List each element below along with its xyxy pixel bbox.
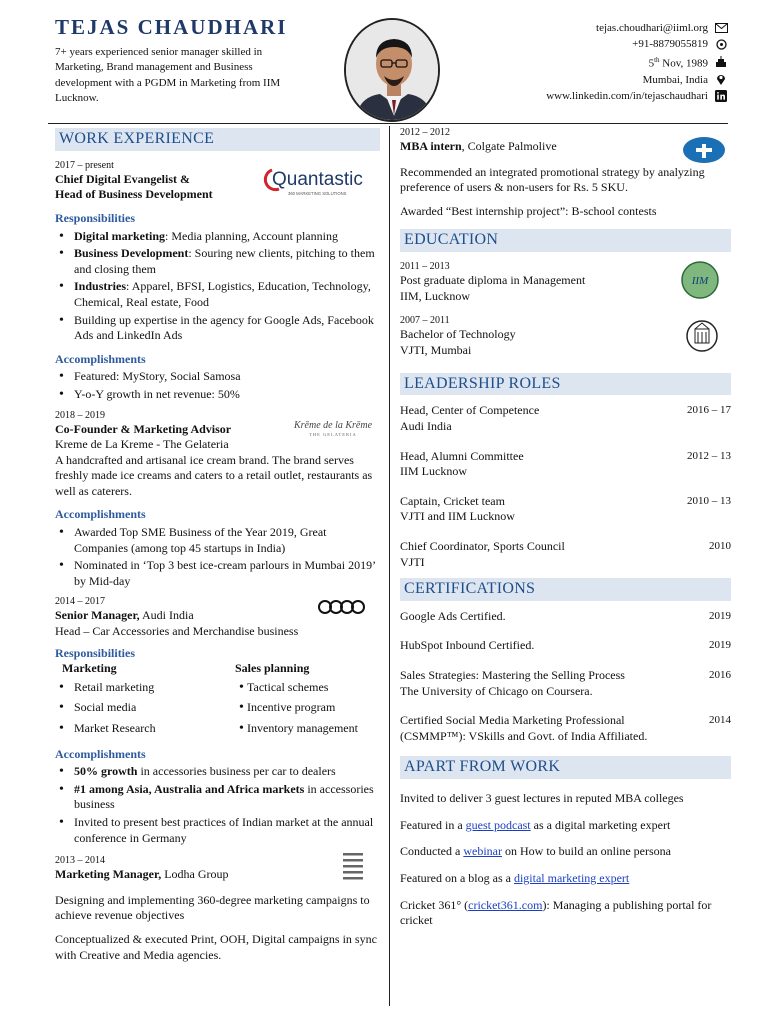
sales-planning-subhead: Sales planning bbox=[235, 661, 310, 676]
job-date: 2012 – 2012 bbox=[400, 127, 450, 138]
lodha-para-2: Conceptualized & executed Print, OOH, Digital campaigns in sync with Creative and Media agencies. bbox=[55, 931, 377, 962]
iim-logo-text: IIM bbox=[691, 275, 709, 288]
accomplishments-label: Accomplishments bbox=[55, 746, 146, 761]
audi-logo bbox=[317, 599, 367, 620]
leadership-org: VJTI and IIM Lucknow bbox=[400, 509, 515, 524]
leadership-org: Audi India bbox=[400, 418, 452, 433]
education-item bbox=[400, 314, 731, 358]
job-date: 2018 – 2019 bbox=[55, 409, 105, 421]
job-lodha bbox=[55, 854, 380, 963]
list-item: • #1 among Asia, Australia and Africa markets in accessories business bbox=[55, 782, 380, 813]
profile-photo bbox=[344, 18, 440, 122]
cert-issuer: The University of Chicago on Coursera. bbox=[400, 683, 593, 698]
email-text[interactable]: tejas.choudhari@iiml.org bbox=[596, 22, 708, 34]
list-item: • Awarded Top SME Business of the Year 2019, Great Companies (among top 45 startups in India) bbox=[55, 525, 380, 556]
apart-item: Invited to deliver 3 guest lectures in reputed MBA colleges bbox=[400, 791, 684, 806]
cert-item bbox=[400, 609, 731, 625]
job-date: 2013 – 2014 bbox=[55, 855, 105, 867]
kreme-description: A handcrafted and artisanal ice cream brand. The brand serves freshly made ice creams and caters to a retail outlet, restaurants as well as caterers. bbox=[55, 452, 373, 498]
kreme-logo-text: Krēme de la Krēme bbox=[293, 419, 373, 431]
quantastic-logo bbox=[262, 165, 382, 204]
digital-marketing-expert-link[interactable]: digital marketing expert bbox=[513, 871, 630, 886]
accomplishments-label: Accomplishments bbox=[55, 507, 146, 522]
list-item: • Incentive program bbox=[235, 700, 385, 716]
leadership-org: VJTI bbox=[400, 554, 425, 569]
apart-item: Cricket 361° (cricket361.com): Managing a publishing portal for cricket bbox=[400, 897, 712, 928]
leadership-year: 2010 bbox=[709, 539, 731, 552]
job-date: 2017 – present bbox=[55, 159, 114, 171]
summary: 7+ years experienced senior manager skilled in Marketing, Brand management and Business development with a PGDM in Marketing from IIM Lucknow. bbox=[55, 46, 281, 105]
audi-accomplishments bbox=[55, 764, 380, 846]
list-item: • Invited to present best practices of Indian market at the annual conference in Germany bbox=[55, 815, 380, 846]
education-item bbox=[400, 260, 731, 304]
job-title: Marketing Manager, Lodha Group bbox=[55, 867, 229, 882]
leadership-heading: LEADERSHIP ROLES bbox=[400, 373, 731, 396]
edu-date: 2011 – 2013 bbox=[400, 261, 450, 273]
leadership-item bbox=[400, 403, 731, 434]
quantastic-logo-subtitle: 360 MARKETING SOLUTIONS bbox=[288, 190, 347, 196]
edu-degree: Bachelor of Technology bbox=[400, 327, 516, 342]
list-item: • 50% growth in accessories business per car to dealers bbox=[55, 764, 380, 780]
cert-year: 2014 bbox=[709, 714, 731, 727]
phone-text: +91-8879055819 bbox=[632, 38, 708, 50]
edu-date: 2007 – 2011 bbox=[400, 315, 450, 327]
right-column bbox=[400, 126, 731, 940]
list-item: • Featured: MyStory, Social Samosa bbox=[55, 369, 380, 385]
apart-item: Featured in a guest podcast as a digital marketing expert bbox=[400, 817, 671, 832]
email-icon bbox=[714, 22, 728, 34]
responsibilities-label: Responsibilities bbox=[55, 210, 136, 225]
responsibilities-label: Responsibilities bbox=[55, 645, 136, 660]
cricket361-link[interactable]: cricket361.com bbox=[468, 897, 543, 912]
education-heading: EDUCATION bbox=[400, 229, 731, 252]
lodha-logo bbox=[342, 852, 364, 887]
cert-item bbox=[400, 638, 731, 654]
list-item: • Digital marketing: Media planning, Account planning bbox=[55, 229, 380, 245]
quantastic-accomplishments bbox=[55, 369, 380, 402]
linkedin-text[interactable]: www.linkedin.com/in/tejaschaudhari bbox=[546, 89, 708, 102]
leadership-title: Captain, Cricket team bbox=[400, 493, 505, 508]
list-item: • Inventory management bbox=[235, 721, 385, 737]
apart-from-work-list bbox=[400, 791, 731, 929]
job-quantastic bbox=[55, 159, 380, 403]
resume-name: TEJAS CHAUDHARI bbox=[55, 15, 288, 39]
job-audi bbox=[55, 595, 380, 846]
cert-item bbox=[400, 668, 731, 699]
certifications-heading: CERTIFICATIONS bbox=[400, 578, 731, 601]
apart-from-work-heading: APART FROM WORK bbox=[400, 756, 731, 779]
contact-block bbox=[546, 20, 728, 104]
edu-school: IIM, Lucknow bbox=[400, 288, 470, 303]
leadership-year: 2010 – 13 bbox=[687, 494, 731, 507]
leadership-item bbox=[400, 449, 731, 480]
webinar-link[interactable]: webinar bbox=[463, 844, 502, 859]
list-item: • Nominated in ‘Top 3 best ice-cream parlours in Mumbai 2019’ by Mid-day bbox=[55, 558, 380, 589]
header-divider bbox=[48, 123, 728, 124]
leadership-item bbox=[400, 494, 731, 525]
cert-title: Sales Strategies: Mastering the Selling Process bbox=[400, 668, 625, 683]
leadership-title: Chief Coordinator, Sports Council bbox=[400, 538, 565, 553]
colgate-para-2: Awarded “Best internship project”: B-school contests bbox=[400, 203, 657, 218]
quantastic-logo-text: Quantastic bbox=[272, 168, 363, 190]
edu-school: VJTI, Mumbai bbox=[400, 342, 472, 357]
location-pin-icon bbox=[714, 74, 728, 86]
leadership-title: Head, Center of Competence bbox=[400, 403, 540, 418]
job-title-line1: Chief Digital Evangelist & bbox=[55, 171, 190, 186]
kreme-accomplishments bbox=[55, 525, 380, 589]
leadership-title: Head, Alumni Committee bbox=[400, 448, 524, 463]
job-kreme bbox=[55, 409, 380, 590]
cert-year: 2019 bbox=[709, 609, 731, 622]
cert-year: 2019 bbox=[709, 639, 731, 652]
job-title: MBA intern, Colgate Palmolive bbox=[400, 139, 557, 153]
list-item: • Industries: Apparel, BFSI, Logistics, Education, Technology, Chemical, Real estate, Food bbox=[55, 279, 380, 310]
whatsapp-icon bbox=[714, 38, 728, 50]
colgate-logo bbox=[682, 136, 726, 169]
job-colgate bbox=[400, 126, 731, 219]
leadership-org: IIM Lucknow bbox=[400, 464, 467, 479]
job-title: Co-Founder & Marketing Advisor bbox=[55, 421, 232, 436]
cert-title: Certified Social Media Marketing Professional bbox=[400, 713, 625, 728]
column-divider bbox=[389, 126, 390, 1006]
job-title-line2: Head of Business Development bbox=[55, 187, 213, 202]
audi-description: Head – Car Accessories and Merchandise business bbox=[55, 624, 299, 639]
colgate-para-1: Recommended an integrated promotional strategy by analyzing preference of users & non-users for Rs. 5 SKU. bbox=[400, 164, 705, 195]
apart-item: Featured on a blog as a digital marketing expert bbox=[400, 871, 630, 886]
marketing-subhead: Marketing bbox=[62, 661, 117, 676]
leadership-year: 2016 – 17 bbox=[687, 404, 731, 417]
cake-icon bbox=[714, 56, 728, 68]
avatar-image bbox=[346, 20, 440, 122]
apart-item: Conducted a webinar on How to build an online persona bbox=[400, 844, 671, 859]
cert-title: Google Ads Certified. bbox=[400, 608, 506, 623]
work-experience-heading: WORK EXPERIENCE bbox=[55, 128, 380, 151]
quantastic-responsibilities bbox=[55, 229, 380, 344]
list-item: • Business Development: Souring new clients, pitching to them and closing them bbox=[55, 246, 380, 277]
vjti-logo bbox=[686, 314, 718, 363]
cert-issuer: (CSMMP™): VSkills and Govt. of India Affiliated. bbox=[400, 728, 648, 743]
dob-text: 5th Nov, 1989 bbox=[648, 56, 708, 70]
list-item: • Retail marketing bbox=[55, 680, 205, 696]
location-text: Mumbai, India bbox=[642, 73, 708, 86]
kreme-logo bbox=[283, 419, 383, 438]
iim-logo bbox=[680, 260, 720, 305]
job-title: Senior Manager, Audi India bbox=[55, 608, 194, 623]
audi-responsibilities bbox=[55, 661, 380, 738]
company-name: Kreme de La Kreme - The Gelateria bbox=[55, 437, 229, 452]
list-item: • Social media bbox=[55, 700, 205, 716]
guest-podcast-link[interactable]: guest podcast bbox=[465, 817, 531, 832]
list-item: • Building up expertise in the agency for Google Ads, Facebook Ads and LinkedIn Ads bbox=[55, 313, 380, 344]
left-column bbox=[55, 126, 380, 963]
cert-item bbox=[400, 713, 731, 744]
kreme-logo-subtitle: THE GELATERIA bbox=[309, 431, 357, 437]
list-item: • Market Research bbox=[55, 721, 205, 737]
cert-title: HubSpot Inbound Certified. bbox=[400, 638, 535, 653]
list-item: • Tactical schemes bbox=[235, 680, 385, 696]
linkedin-icon bbox=[714, 90, 728, 102]
list-item: • Y-o-Y growth in net revenue: 50% bbox=[55, 387, 380, 403]
cert-year: 2016 bbox=[709, 669, 731, 682]
leadership-year: 2012 – 13 bbox=[687, 449, 731, 462]
job-date: 2014 – 2017 bbox=[55, 596, 105, 608]
edu-degree: Post graduate diploma in Management bbox=[400, 273, 586, 288]
leadership-item bbox=[400, 539, 731, 570]
accomplishments-label: Accomplishments bbox=[55, 351, 146, 366]
lodha-para-1: Designing and implementing 360-degree marketing campaigns to achieve revenue objectives bbox=[55, 892, 370, 923]
